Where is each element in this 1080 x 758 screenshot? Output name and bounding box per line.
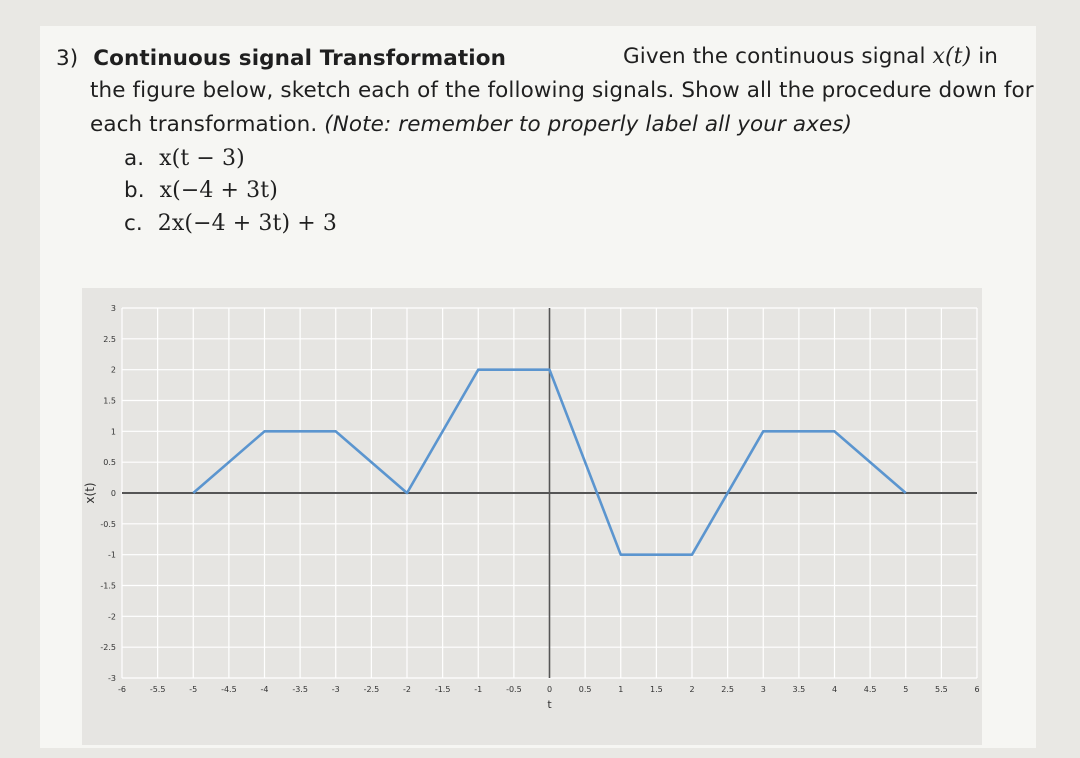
item-a-expr: x(t − 3) [159, 146, 245, 171]
y-tick-label: 0 [110, 489, 116, 498]
x-tick-label: 2 [689, 685, 695, 694]
x-tick-label: 4 [831, 685, 838, 694]
y-tick-label: 3 [110, 304, 116, 313]
item-a [124, 146, 245, 171]
x-tick-label: 2.5 [721, 685, 734, 694]
item-b-label: b. [124, 178, 145, 203]
x-tick-label: 3.5 [792, 685, 806, 694]
y-tick-label: -3 [108, 674, 116, 683]
x-tick-label: -0.5 [506, 685, 522, 694]
given-prefix: Given the continuous signal [623, 44, 933, 69]
signal-plot [82, 288, 982, 745]
y-tick-label: 1 [110, 427, 116, 437]
given-statement [623, 44, 998, 69]
x-tick-label: -5.5 [149, 685, 166, 694]
x-tick-label: 6 [974, 685, 980, 694]
signal-chart [82, 288, 982, 745]
item-b [124, 178, 278, 203]
given-suffix: in [971, 44, 999, 69]
y-tick-label: 1.5 [103, 396, 116, 406]
y-tick-label: 2.5 [103, 334, 116, 344]
x-tick-label: -4.5 [221, 685, 237, 694]
item-c-label: c. [124, 211, 143, 236]
x-tick-label: -1.5 [434, 685, 451, 694]
x-tick-label: -6 [118, 685, 126, 694]
y-tick-label: -0.5 [100, 519, 116, 529]
question-title: Continuous signal Transformation [93, 46, 506, 71]
item-a-label: a. [124, 146, 145, 171]
question-number: 3) [56, 46, 79, 71]
y-tick-label: -1.5 [100, 581, 116, 591]
x-tick-label: 5 [903, 685, 909, 694]
y-tick-label: 2 [110, 365, 116, 375]
x-tick-label: 3 [760, 685, 766, 694]
y-tick-label: -2 [108, 612, 116, 622]
x-tick-label: 1.5 [650, 685, 663, 694]
question-line-2: the figure below, sketch each of the following signals. Show all the procedure down for [90, 78, 1034, 103]
x-tick-label: -3 [331, 685, 340, 694]
x-tick-label: 0.5 [578, 685, 592, 694]
y-tick-label: -1 [108, 550, 116, 560]
given-signal-math: x(t) [932, 44, 972, 69]
line3-prefix: each transformation. [90, 112, 325, 137]
item-b-expr: x(−4 + 3t) [159, 178, 278, 203]
x-tick-label: 1 [618, 685, 624, 694]
y-tick-label: 0.5 [103, 458, 116, 468]
x-tick-label: -5 [189, 685, 198, 694]
question-header [56, 46, 506, 71]
paper-sheet [40, 26, 1036, 748]
item-c-expr: 2x(−4 + 3t) + 3 [157, 211, 337, 236]
x-tick-label: 4.5 [863, 685, 877, 694]
x-tick-label: -3.5 [292, 685, 308, 694]
item-c [124, 211, 337, 236]
x-tick-label: 5.5 [935, 685, 948, 694]
y-axis-label: x(t) [83, 482, 97, 504]
y-tick-label: -2.5 [100, 643, 116, 653]
x-axis-label: t [547, 698, 552, 711]
x-tick-label: -2 [403, 685, 411, 694]
x-tick-label: -2.5 [363, 685, 380, 694]
question-line-3 [90, 112, 852, 137]
axes-note: (Note: remember to properly label all your axes) [324, 112, 853, 137]
x-tick-label: -1 [474, 685, 483, 694]
x-tick-label: -4 [260, 685, 269, 694]
x-tick-label: 0 [546, 685, 553, 694]
